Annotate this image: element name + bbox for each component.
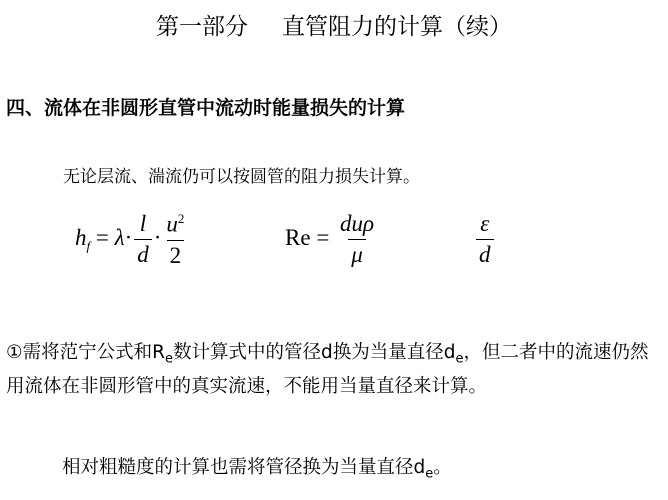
relative-roughness-note: 相对粗糙度的计算也需将管径换为当量直径$d_e$。 [62,457,452,482]
reynolds-formula [285,211,379,268]
hf-symbol: h [75,225,87,251]
head-loss-formula [75,211,189,269]
intro-text: 无论层流、湍流仍可以按圆管的阻力损失计算。 [63,167,420,187]
fraction-denominator: μ [348,239,366,268]
velocity-head-fraction [163,211,187,269]
fraction-numerator: $u^2$ [166,211,185,237]
title-part: 第一部分 [156,14,248,40]
title-topic: 直管阻力的计算（续） [282,14,512,40]
length-diameter-fraction [134,211,152,268]
re-symbol: Re [285,224,311,250]
fraction-denominator: 2 [167,240,185,269]
equals-sign: = [95,225,109,251]
fraction-denominator: d [134,239,152,268]
roughness-fraction [476,211,494,268]
page-title [0,8,668,41]
section-heading: 四、流体在非圆形直管中流动时能量损失的计算 [6,97,406,119]
dot-operator: · [153,225,162,251]
fraction-numerator: ε [480,211,490,236]
relative-roughness-formula [474,211,496,268]
hf-subscript: f [86,238,91,254]
lambda-symbol: λ [114,225,125,251]
fraction-numerator: l [139,211,147,237]
fraction-denominator: d [476,239,494,268]
equivalent-diameter-note: ①需将范宁公式和$R_e$数计算式中的管径d换为当量直径$d_e$，但二者中的流速仍然用流体在非圆形管中的真实流速，不能用当量直径来计算。 [6,342,649,397]
reynolds-fraction [337,211,377,268]
dot-operator: · [124,225,133,251]
equals-sign: = [316,224,330,250]
fraction-numerator: duρ [340,211,375,236]
